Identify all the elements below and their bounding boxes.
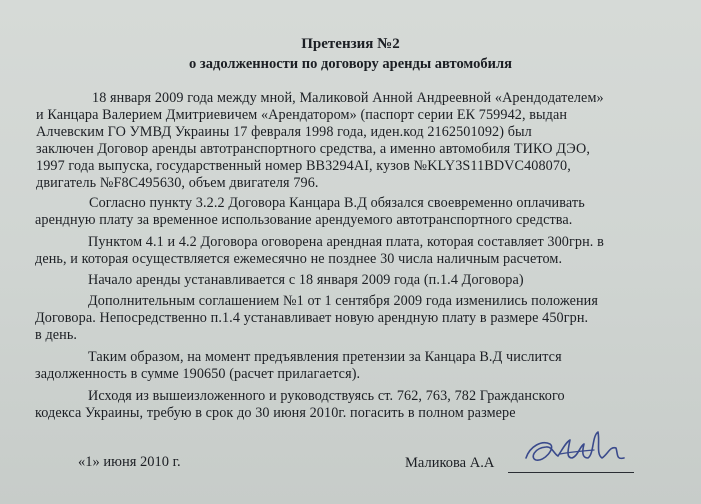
text-line: Таким образом, на момент предъявления претензии за Канцара В.Д числится: [88, 349, 562, 365]
document-date: «1» июня 2010 г.: [78, 454, 181, 470]
text-line: 1997 года выпуска, государственный номер ВВ3294АI, кузов №KLY3S11BDVC408070,: [36, 158, 571, 174]
text-line: Согласно пункту 3.2.2 Договора Канцара В.Д обязался своевременно оплачивать: [89, 195, 585, 211]
text-line: Пунктом 4.1 и 4.2 Договора оговорена арендная плата, которая составляет 300грн. в: [88, 234, 604, 250]
text-line: Алчевским ГО УМВД Украины 17 февраля 1998 года, иден.код 2162501092) был: [36, 124, 532, 140]
text-line: день, и которая осуществляется ежемесячно не позднее 30 числа наличным расчетом.: [35, 251, 563, 267]
text-line: Исходя из вышеизложенного и руководствуясь ст. 762, 763, 782 Гражданского: [88, 388, 565, 404]
handwritten-signature: [520, 428, 630, 473]
signer-name: Маликова А.А: [405, 455, 495, 471]
text-line: задолженность в сумме 190650 (расчет прилагается).: [35, 366, 361, 382]
text-line: арендную плату за временное использование арендуемого автотранспортного средства.: [35, 212, 573, 228]
document-subtitle: о задолженности по договору аренды автомобиля: [189, 56, 512, 72]
text-line: заключен Договор аренды автотранспортного средства, а именно автомобиля ТИКО ДЭО,: [36, 141, 590, 157]
document-title: Претензия №2: [301, 36, 400, 52]
text-line: кодекса Украины, требую в срок до 30 июня 2010г. погасить в полном размере: [35, 405, 516, 421]
text-line: Договора. Непосредственно п.1.4 устанавливает новую арендную плату в размере 450грн.: [35, 310, 589, 326]
text-line: 18 января 2009 года между мной, Маликовой Анной Андреевной «Арендодателем»: [92, 90, 604, 106]
text-line: Дополнительным соглашением №1 от 1 сентября 2009 года изменились положения: [88, 293, 599, 309]
text-line: в день.: [35, 327, 78, 343]
text-line: Начало аренды устанавливается с 18 января 2009 года (п.1.4 Договора): [88, 272, 524, 288]
text-line: двигатель №F8C495630, объем двигателя 796.: [36, 175, 319, 191]
text-line: и Канцара Валерием Дмитриевичем «Арендатором» (паспорт серии ЕК 759942, выдан: [36, 107, 568, 123]
